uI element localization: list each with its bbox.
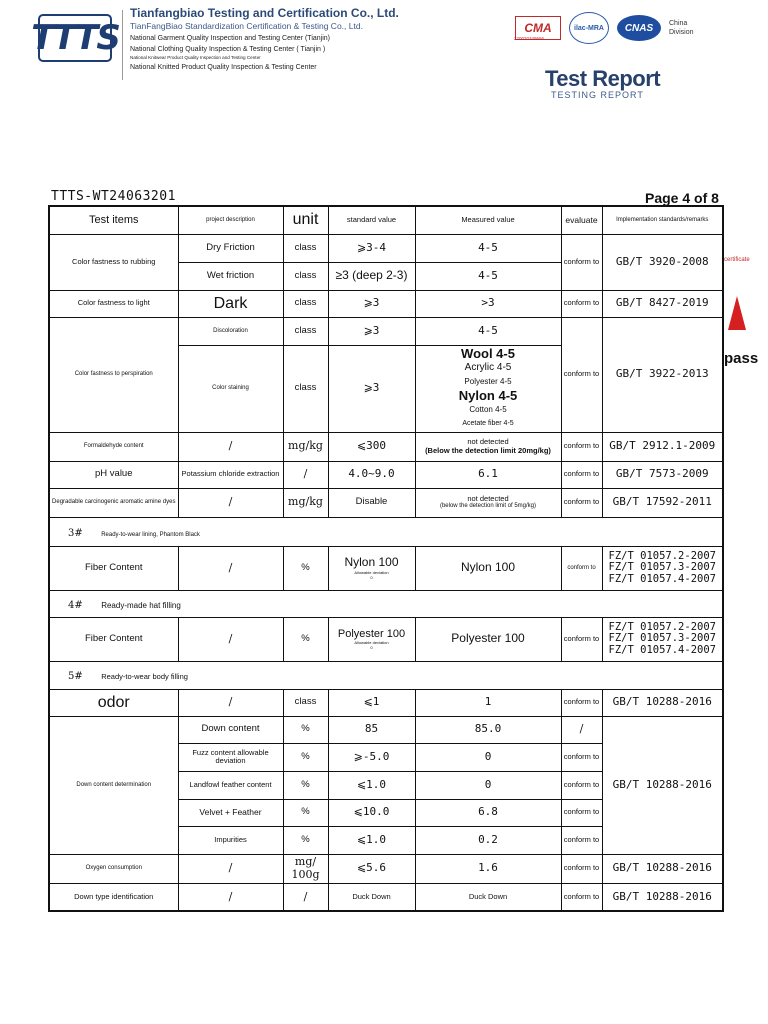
project-description: Dry Friction [178,234,283,262]
standard-ref: GB/T 10288-2016 [602,716,723,854]
evaluate: conform to [561,432,602,461]
org-name-en: Tianfangbiao Testing and Certification Co., Ltd. [130,6,399,20]
measured-value: 0 [415,771,561,799]
evaluate: conform to [561,689,602,716]
evaluate: conform to [561,771,602,799]
test-item: Color fastness to light [49,290,178,317]
measured-value [415,488,561,517]
company-logo: TTTS [38,14,112,62]
standard-value: ⩽5.6 [328,854,415,883]
standard-ref-list [602,617,723,661]
table-row [49,883,723,911]
standard-value: ⩾3 [328,345,415,432]
unit: class [283,345,328,432]
table-row [49,546,723,590]
evaluate: conform to [561,743,602,771]
test-item: pH value [49,461,178,488]
standard-ref: FZ/T 01057.2-2007 [608,620,716,633]
standard-value: Duck Down [328,883,415,911]
table-row [49,432,723,461]
evaluate: conform to [561,883,602,911]
project-description: Velvet + Feather [178,799,283,826]
unit: % [283,743,328,771]
center-line: National Knitwear Product Quality Inspection and Testing Center [130,55,261,60]
measured-value: 4-5 [415,234,561,262]
measured-value: Polyester 100 [415,617,561,661]
measured-value: 1 [415,689,561,716]
test-item: Fiber Content [49,617,178,661]
standard-value: ≥3 (deep 2-3) [328,262,415,290]
standard-main: Polyester 100 [337,627,406,640]
test-item: Down type identification [49,883,178,911]
col-header: standard value [328,206,415,234]
col-header: Test items [49,206,178,234]
unit: class [283,234,328,262]
standard-value: ⩽1.0 [328,826,415,854]
standard-value: ⩽10.0 [328,799,415,826]
unit: % [283,546,328,590]
standard-value: Disable [328,488,415,517]
unit: % [283,716,328,743]
measured-result: not detected [467,494,509,504]
unit: mg/kg [283,432,328,461]
unit: % [283,826,328,854]
standard-ref: GB/T 10288-2016 [602,689,723,716]
project-description: / [178,488,283,517]
evaluate: conform to [561,488,602,517]
col-header: project description [178,206,283,234]
standard-ref: FZ/T 01057.2-2007 [608,549,716,562]
col-header: evaluate [561,206,602,234]
standard-ref: GB/T 3922-2013 [602,317,723,432]
test-item: Oxygen consumption [49,854,178,883]
measured-result: not detected [467,437,509,447]
measured-value: 6.1 [415,461,561,488]
standard-ref: FZ/T 01057.4-2007 [608,643,716,656]
standard-ref: FZ/T 01057.3-2007 [608,561,716,574]
standard-value: ⩾-5.0 [328,743,415,771]
measured-value: >3 [415,290,561,317]
evaluate: conform to [561,461,602,488]
unit: class [283,290,328,317]
project-description: Discoloration [178,317,283,345]
ilac-mra-logo: ilac-MRA [569,12,609,44]
project-description: Landfowl feather content [178,771,283,799]
project-description: / [178,854,283,883]
cma-logo: CMA [515,16,561,40]
table-row [49,854,723,883]
staining-value: Acetate fiber 4-5 [462,419,514,427]
standard-ref: GB/T 10288-2016 [602,854,723,883]
standard-value: 4.0~9.0 [328,461,415,488]
unit: class [283,317,328,345]
standard-value: ⩽1.0 [328,771,415,799]
red-star-mark [728,296,746,330]
test-item: Formaldehyde content [49,432,178,461]
section-label: Ready-to-wear lining, Phantom Black [101,531,200,538]
center-line: National Clothing Quality Inspection & Testing Center ( Tianjin ) [130,46,326,53]
deviation-value: 0 [370,574,373,580]
project-description: Fuzz content allowable deviation [178,743,283,771]
section-number: 4# [68,599,83,611]
project-description: Impurities [178,826,283,854]
standard-ref: GB/T 8427-2019 [602,290,723,317]
section-header-row [49,661,723,689]
evaluate: conform to [561,826,602,854]
standard-value: ⩾3-4 [328,234,415,262]
table-row [49,488,723,517]
report-title: Test Report [545,66,661,91]
deviation-label: Allowable deviation [354,569,389,575]
deviation-label: Allowable deviation [354,640,389,646]
standard-ref: FZ/T 01057.4-2007 [608,572,716,585]
standard-ref: GB/T 17592-2011 [602,488,723,517]
section-header [49,590,723,617]
table-row [49,234,723,262]
evaluate: conform to [561,799,602,826]
test-item: Color fastness to perspiration [49,317,178,432]
col-header: Measured value [415,206,561,234]
unit: / [283,883,328,911]
measured-value-list [415,345,561,432]
table-row [49,290,723,317]
standard-value: ⩽1 [328,689,415,716]
standard-value [328,546,415,590]
standard-main: Nylon 100 [344,555,399,570]
project-description: / [178,432,283,461]
project-description: / [178,689,283,716]
standard-value: ⩾3 [328,317,415,345]
unit: % [283,799,328,826]
unit: mg/ 100g [283,854,328,883]
measured-note: (Below the detection limit 20mg/kg) [425,445,551,455]
standard-ref: GB/T 3920-2008 [602,234,723,290]
organization-block [130,6,399,71]
section-number: 3# [68,527,83,539]
measured-value: 85.0 [415,716,561,743]
report-number: TTTS-WT24063201 [51,189,176,204]
center-line: National Garment Quality Inspection and Testing Center (Tianjin) [130,35,330,42]
standard-value: 85 [328,716,415,743]
evaluate: conform to [561,317,602,432]
measured-value: 4-5 [415,317,561,345]
project-description: Color staining [178,345,283,432]
project-description: Wet friction [178,262,283,290]
measured-value: 0 [415,743,561,771]
page-number: Page 4 of 8 [645,190,719,206]
report-subtitle: TESTING REPORT [551,90,644,100]
table-row [49,617,723,661]
staining-value: Wool 4-5 [461,345,515,361]
staining-value: Acrylic 4-5 [464,361,512,373]
org-name-en2: TianFangBiao Standardization Certification & Testing Co., Ltd. [130,21,363,31]
margin-certificate-label: certificate [724,257,750,263]
section-header [49,517,723,546]
project-description: Potassium chloride extraction [178,461,283,488]
standard-ref: GB/T 10288-2016 [602,883,723,911]
table-header-row [49,206,723,234]
unit: % [283,771,328,799]
table-row [49,716,723,743]
pass-mark: pass [724,350,759,367]
project-description: / [178,546,283,590]
measured-value: Duck Down [415,883,561,911]
section-header [49,661,723,689]
measured-value: 1.6 [415,854,561,883]
cnas-logo: CNAS [617,15,661,41]
evaluate: / [561,716,602,743]
evaluate: conform to [561,234,602,290]
evaluate: conform to [561,546,602,590]
standard-value: ⩾3 [328,290,415,317]
unit: class [283,689,328,716]
unit: mg/kg [283,488,328,517]
table-row [49,461,723,488]
evaluate: conform to [561,290,602,317]
unit: / [283,461,328,488]
section-header-row [49,590,723,617]
test-item: odor [49,689,178,716]
evaluate: conform to [561,854,602,883]
unit: % [283,617,328,661]
table-row [49,317,723,345]
standard-ref: GB/T 2912.1-2009 [602,432,723,461]
section-header-row [49,517,723,546]
project-description: Dark [178,290,283,317]
measured-value: 4-5 [415,262,561,290]
staining-value: Cotton 4-5 [469,404,507,414]
standard-ref: FZ/T 01057.3-2007 [608,632,716,645]
project-description: / [178,617,283,661]
measured-value [415,432,561,461]
staining-value: Polyester 4-5 [464,376,512,386]
project-description: / [178,883,283,911]
test-item: Degradable carcinogenic aromatic amine dyes [49,488,178,517]
header-divider [122,10,123,80]
evaluate: conform to [561,617,602,661]
test-item: Fiber Content [49,546,178,590]
section-number: 5# [68,671,83,683]
standard-ref: GB/T 7573-2009 [602,461,723,488]
project-description: Down content [178,716,283,743]
standard-ref-list [602,546,723,590]
col-header: Implementation standards/remarks [602,206,723,234]
measured-note: (below the detection limit of 5mg/kg) [439,503,537,510]
unit: class [283,262,328,290]
cma-number: 220020349666 [514,36,545,41]
staining-value: Nylon 4-5 [458,387,518,403]
measured-value: Nylon 100 [415,546,561,590]
measured-value: 0.2 [415,826,561,854]
test-results-table [48,205,724,912]
test-item: Color fastness to rubbing [49,234,178,290]
test-item: Down content determination [49,716,178,854]
measured-value: 6.8 [415,799,561,826]
standard-value: ⩽300 [328,432,415,461]
table-row [49,689,723,716]
section-label: Ready-to-wear body filling [101,672,188,682]
deviation-value: 0 [370,645,373,651]
standard-value [328,617,415,661]
col-header: unit [283,206,328,234]
section-label: Ready-made hat filling [101,600,181,610]
cnas-side-text: China Division [669,20,694,36]
center-line: National Knitted Product Quality Inspection & Testing Center [130,64,317,71]
